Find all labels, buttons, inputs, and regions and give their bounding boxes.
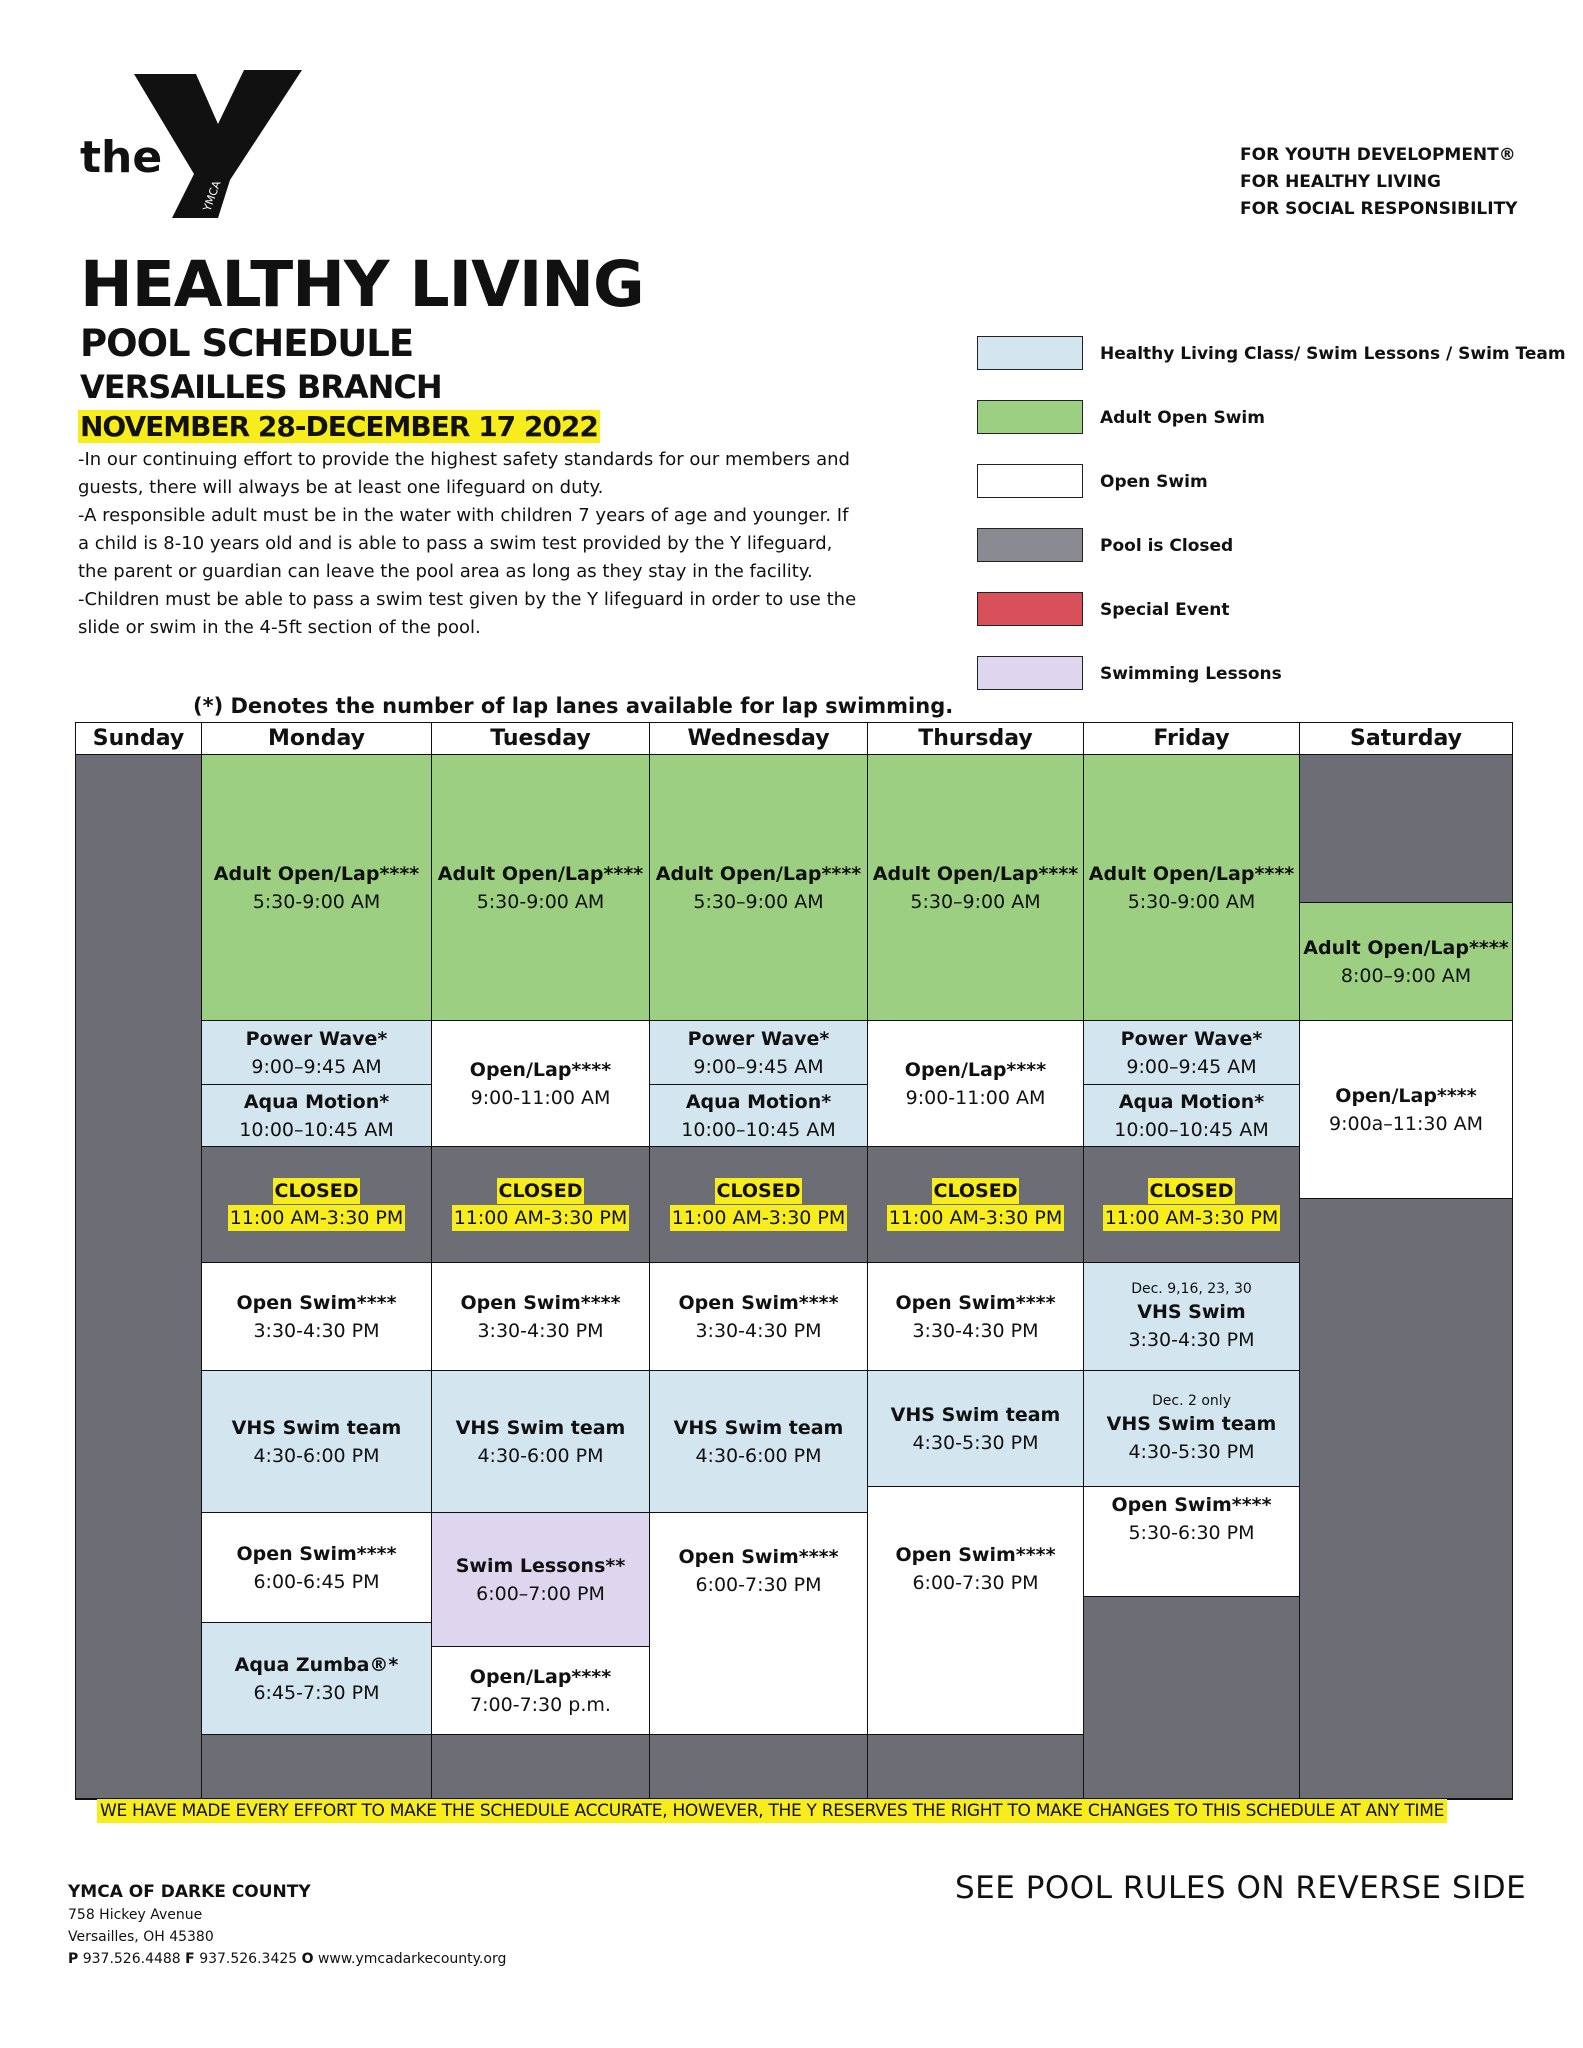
schedule-cell <box>432 1263 650 1371</box>
class-title: Adult Open/Lap**** <box>1088 862 1295 885</box>
legend-swatch <box>977 592 1083 626</box>
org-name: YMCA OF DARKE COUNTY <box>68 1882 311 1902</box>
tagline-line: FOR YOUTH DEVELOPMENT® <box>1240 145 1516 165</box>
class-time: 4:30-6:00 PM <box>477 1444 604 1467</box>
class-time: 9:00–9:45 AM <box>1126 1055 1257 1078</box>
schedule-disclaimer: WE HAVE MADE EVERY EFFORT TO MAKE THE SCHEDULE ACCURATE, HOWEVER, THE Y RESERVES THE RIGHT TO MAKE CHANGES TO THIS SCHEDULE AT ANY TIME <box>97 1799 1447 1823</box>
closed-time: 11:00 AM-3:30 PM <box>888 1207 1063 1229</box>
schedule-cell <box>432 1371 650 1513</box>
class-time: 7:00-7:30 p.m. <box>470 1693 611 1716</box>
class-time: 8:00–9:00 AM <box>1340 964 1472 987</box>
class-title: Open/Lap**** <box>469 1058 612 1081</box>
schedule-cell <box>202 1085 432 1147</box>
ymca-logo <box>80 62 300 232</box>
class-time: 10:00–10:45 AM <box>681 1118 836 1141</box>
y-logo-icon <box>132 62 302 222</box>
class-title: VHS Swim team <box>231 1416 402 1439</box>
class-title: Adult Open/Lap**** <box>437 862 644 885</box>
schedule-cell <box>868 1263 1084 1371</box>
class-title: VHS Swim team <box>673 1416 844 1439</box>
schedule-cell <box>650 1263 868 1371</box>
class-time: 5:30-9:00 AM <box>476 890 605 913</box>
class-time: 10:00–10:45 AM <box>1114 1118 1269 1141</box>
date-range: NOVEMBER 28-DECEMBER 17 2022 <box>80 410 598 443</box>
legend-label: Open Swim <box>1100 472 1208 492</box>
org-city: Versailles, OH 45380 <box>68 1929 214 1945</box>
class-title: Open/Lap**** <box>904 1058 1047 1081</box>
closed-cell <box>1084 1597 1300 1799</box>
closed-cell <box>1300 1199 1512 1799</box>
class-title: Aqua Motion* <box>685 1090 832 1113</box>
class-title: Power Wave* <box>245 1027 388 1050</box>
class-time: 9:00-11:00 AM <box>905 1086 1046 1109</box>
fax-number: 937.526.3425 <box>199 1951 298 1967</box>
schedule-cell <box>202 1513 432 1623</box>
class-title: Open Swim**** <box>236 1291 397 1314</box>
legend-item <box>977 400 1537 436</box>
class-time: 6:45-7:30 PM <box>253 1681 380 1704</box>
class-title: Open Swim**** <box>895 1291 1056 1314</box>
closed-cell <box>202 1147 432 1263</box>
class-title: Power Wave* <box>1120 1027 1263 1050</box>
class-time: 3:30-4:30 PM <box>912 1319 1039 1342</box>
schedule-cell <box>432 1021 650 1147</box>
schedule-cell <box>650 1513 868 1735</box>
day-header-thursday: Thursday <box>868 723 1084 755</box>
class-time: 6:00–7:00 PM <box>476 1582 605 1605</box>
legend-item <box>977 336 1566 372</box>
closed-cell <box>432 1735 650 1799</box>
phone-label: P <box>68 1951 79 1967</box>
schedule-cell <box>432 1513 650 1647</box>
closed-cell <box>432 1147 650 1263</box>
class-time: 9:00-11:00 AM <box>470 1086 611 1109</box>
closed-label: CLOSED <box>1149 1180 1234 1202</box>
page-title: HEALTHY LIVING <box>80 248 644 321</box>
class-time: 9:00a–11:30 AM <box>1329 1112 1483 1135</box>
schedule-cell <box>202 1371 432 1513</box>
schedule-cell <box>432 755 650 1021</box>
schedule-cell <box>1300 903 1512 1021</box>
closed-cell <box>650 1735 868 1799</box>
closed-cell <box>868 1735 1084 1799</box>
class-title: Adult Open/Lap**** <box>872 862 1079 885</box>
class-time: 3:30-4:30 PM <box>253 1319 380 1342</box>
class-title: Open Swim**** <box>678 1546 839 1568</box>
schedule-cell <box>1084 1021 1300 1085</box>
class-title: Open/Lap**** <box>469 1665 612 1688</box>
class-time: 4:30-5:30 PM <box>912 1431 1039 1454</box>
tagline-line: FOR SOCIAL RESPONSIBILITY <box>1240 199 1518 219</box>
closed-label: CLOSED <box>498 1180 583 1202</box>
closed-cell <box>650 1147 868 1263</box>
schedule-cell <box>202 1021 432 1085</box>
org-contact <box>68 1880 506 1970</box>
schedule-cell <box>202 1263 432 1371</box>
sunday-closed-cell <box>76 755 202 1799</box>
legend-label: Swimming Lessons <box>1100 664 1282 684</box>
schedule-cell <box>868 1371 1084 1487</box>
rule-text: -In our continuing effort to provide the highest safety standards for our members and guests, there will always be at least one lifeguard on duty. <box>78 449 850 498</box>
class-title: Aqua Zumba®* <box>234 1653 399 1676</box>
web-label: O <box>301 1951 314 1967</box>
class-title: Open Swim**** <box>236 1542 397 1565</box>
phone-number: 937.526.4488 <box>82 1951 181 1967</box>
class-time: 5:30–9:00 AM <box>910 890 1041 913</box>
legend-swatch <box>977 336 1083 370</box>
rule-text: -Children must be able to pass a swim test given by the Y lifeguard in order to use the slide or swim in the 4-5ft section of the pool. <box>78 589 857 638</box>
class-note: Dec. 2 only <box>1152 1392 1231 1409</box>
fax-label: F <box>185 1951 195 1967</box>
schedule-cell <box>650 1371 868 1513</box>
day-header-wednesday: Wednesday <box>650 723 868 755</box>
class-time: 5:30-9:00 AM <box>252 890 381 913</box>
closed-label: CLOSED <box>716 1180 801 1202</box>
class-time: 5:30–9:00 AM <box>693 890 824 913</box>
rule-text: -A responsible adult must be in the water with children 7 years of age and younger. If a child is 8-10 years old and is able to pass a swim test provided by the Y lifeguard, the parent or guardian can leave the pool area as long as they stay in the facility. <box>78 505 849 582</box>
schedule-cell <box>650 755 868 1021</box>
class-title: VHS Swim team <box>455 1416 626 1439</box>
class-time: 3:30-4:30 PM <box>695 1319 822 1342</box>
class-title: Aqua Motion* <box>1118 1090 1265 1113</box>
class-time: 9:00–9:45 AM <box>693 1055 824 1078</box>
class-time: 4:30-6:00 PM <box>253 1444 380 1467</box>
legend-swatch <box>977 528 1083 562</box>
schedule-cell <box>1084 1487 1300 1597</box>
class-note: Dec. 9,16, 23, 30 <box>1131 1280 1252 1297</box>
closed-cell <box>202 1735 432 1799</box>
legend-swatch <box>977 464 1083 498</box>
day-header-tuesday: Tuesday <box>432 723 650 755</box>
legend-item <box>977 464 1537 500</box>
class-time: 10:00–10:45 AM <box>239 1118 394 1141</box>
class-title: Aqua Motion* <box>243 1090 390 1113</box>
class-time: 6:00-6:45 PM <box>253 1570 380 1593</box>
class-time: 4:30-5:30 PM <box>1128 1440 1255 1463</box>
safety-rules <box>78 446 858 642</box>
day-header-friday: Friday <box>1084 723 1300 755</box>
schedule-cell <box>202 755 432 1021</box>
class-time: 3:30-4:30 PM <box>1128 1328 1255 1351</box>
reverse-side-note: SEE POOL RULES ON REVERSE SIDE <box>955 1870 1527 1906</box>
class-title: VHS Swim team <box>1106 1412 1277 1435</box>
class-time: 5:30-9:00 AM <box>1127 890 1256 913</box>
legend-item <box>977 528 1537 564</box>
schedule-cell <box>1084 1371 1300 1487</box>
class-time: 9:00–9:45 AM <box>251 1055 382 1078</box>
legend-swatch <box>977 400 1083 434</box>
closed-cell <box>1084 1147 1300 1263</box>
org-street: 758 Hickey Avenue <box>68 1907 203 1923</box>
closed-time: 11:00 AM-3:30 PM <box>671 1207 846 1229</box>
legend-label: Healthy Living Class/ Swim Lessons / Swim Team <box>1100 344 1566 364</box>
schedule-cell <box>1084 1085 1300 1147</box>
schedule-cell <box>1084 1263 1300 1371</box>
legend-label: Adult Open Swim <box>1100 408 1265 428</box>
class-title: VHS Swim <box>1137 1300 1246 1323</box>
legend-label: Pool is Closed <box>1100 536 1234 556</box>
schedule-cell <box>1084 755 1300 1021</box>
closed-cell <box>868 1147 1084 1263</box>
schedule-cell <box>868 1021 1084 1147</box>
class-title: Adult Open/Lap**** <box>655 862 862 885</box>
class-title: VHS Swim team <box>890 1403 1061 1426</box>
logo-the-text: the <box>80 132 163 183</box>
closed-label: CLOSED <box>933 1180 1018 1202</box>
schedule-cell <box>1300 1021 1512 1199</box>
tagline-line: FOR HEALTHY LIVING <box>1240 172 1441 192</box>
day-header-sunday: Sunday <box>76 723 202 755</box>
tagline <box>1240 142 1517 223</box>
class-time: 4:30-6:00 PM <box>695 1444 822 1467</box>
lap-lanes-note: (*) Denotes the number of lap lanes available for lap swimming. <box>193 694 954 718</box>
schedule-cell <box>432 1647 650 1735</box>
closed-label: CLOSED <box>274 1180 359 1202</box>
org-phones <box>68 1948 506 1970</box>
class-title: Open/Lap**** <box>1335 1084 1477 1107</box>
website-link[interactable]: www.ymcadarkecounty.org <box>317 1951 507 1967</box>
closed-time: 11:00 AM-3:30 PM <box>229 1207 404 1229</box>
class-time: 6:00-7:30 PM <box>912 1572 1039 1594</box>
page-subtitle: POOL SCHEDULE <box>80 322 414 365</box>
class-title: Adult Open/Lap**** <box>213 862 420 885</box>
schedule-cell <box>202 1623 432 1735</box>
schedule-cell <box>868 755 1084 1021</box>
legend-item <box>977 656 1537 692</box>
legend-label: Special Event <box>1100 600 1230 620</box>
legend-item <box>977 592 1537 628</box>
schedule-cell <box>650 1021 868 1085</box>
schedule-grid <box>75 722 1513 1800</box>
schedule-cell <box>868 1487 1084 1735</box>
logo-ymca-text: YMCA <box>200 179 224 214</box>
class-title: Power Wave* <box>687 1027 830 1050</box>
closed-time: 11:00 AM-3:30 PM <box>453 1207 628 1229</box>
class-title: Open Swim**** <box>1111 1494 1272 1516</box>
closed-time: 11:00 AM-3:30 PM <box>1104 1207 1279 1229</box>
class-title: Open Swim**** <box>678 1291 839 1314</box>
class-time: 3:30-4:30 PM <box>477 1319 604 1342</box>
class-title: Adult Open/Lap**** <box>1303 936 1509 959</box>
class-time: 5:30-6:30 PM <box>1128 1522 1255 1544</box>
class-title: Open Swim**** <box>460 1291 621 1314</box>
day-header-saturday: Saturday <box>1300 723 1512 755</box>
closed-cell <box>1300 755 1512 903</box>
class-time: 6:00-7:30 PM <box>695 1574 822 1596</box>
schedule-cell <box>650 1085 868 1147</box>
branch-name: VERSAILLES BRANCH <box>80 368 442 406</box>
day-header-monday: Monday <box>202 723 432 755</box>
class-title: Open Swim**** <box>895 1544 1056 1566</box>
legend-swatch <box>977 656 1083 690</box>
class-title: Swim Lessons** <box>455 1554 626 1577</box>
